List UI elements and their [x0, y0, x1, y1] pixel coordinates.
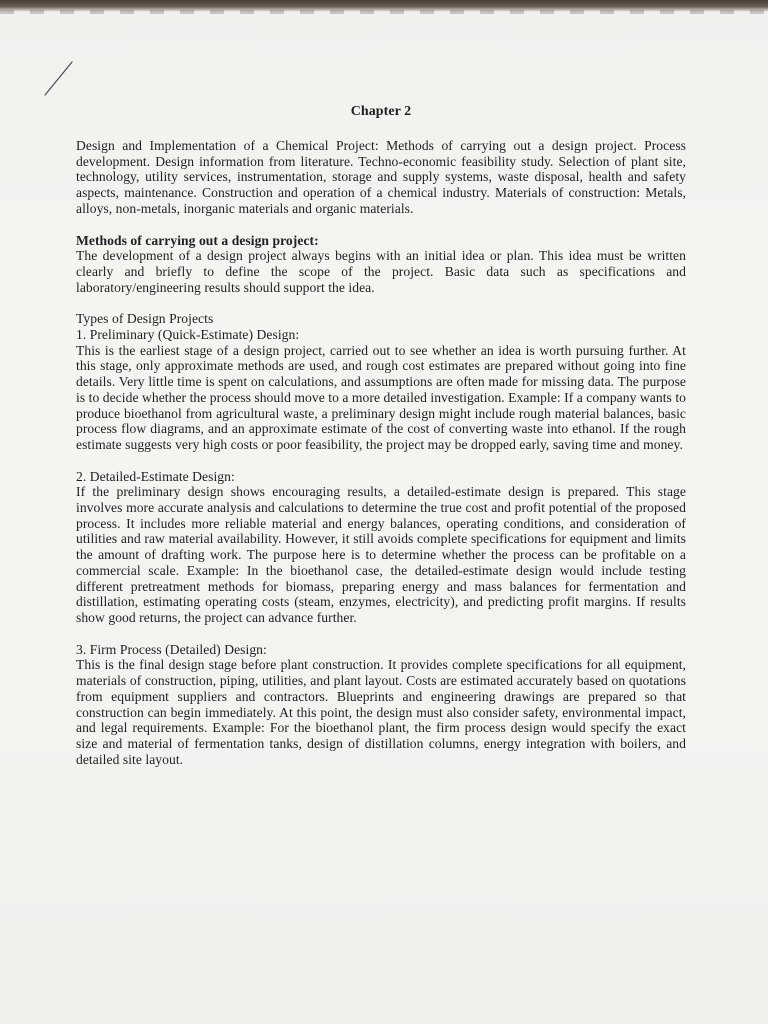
methods-paragraph: The development of a design project always begins with an initial idea or plan. This idea must be written clearly and briefly to define the scope of the project. Basic data such as specifications and laboratory/engineering results should support the idea.: [76, 248, 686, 295]
types-heading: Types of Design Projects: [76, 311, 214, 327]
chapter-title: Chapter 2: [350, 104, 412, 119]
section-heading-detailed-estimate: 2. Detailed-Estimate Design:: [76, 468, 235, 484]
section-heading-firm-process: 3. Firm Process (Detailed) Design:: [76, 641, 267, 657]
page-top-edge: [0, 0, 768, 12]
section-text-detailed-estimate: If the preliminary design shows encouraging results, a detailed-estimate design is prepared. This stage involves more accurate analysis and calculations to determine the true cost and profit potential of the proposed process. It includes more reliable material and energy balances, operating conditions, and consideration of utilities and raw material availability. However, it still avoids complete specifications for equipment and limits the amount of drafting work. The purpose here is to determine whether the process can be profitable on a commercial scale. Example: In the bioethanol case, the detailed-estimate design would include testing different pretreatment methods for biomass, preparing energy and mass balances for fermentation and distillation, estimating operating costs (steam, enzymes, electricity), and predicting profit margins. If results show good returns, the project can advance further.: [76, 484, 686, 625]
pen-stroke-mark: [40, 58, 80, 98]
intro-paragraph: Design and Implementation of a Chemical Project: Methods of carrying out a design project. Process development. Design information from literature. Techno-economic feasibility study. Selection of plant site, technology, utility services, instrumentation, storage and supply systems, waste disposal, health and safety aspects, maintenance. Construction and operation of a chemical industry. Materials of construction: Metals, alloys, non-metals, inorganic materials and organic materials.: [76, 138, 686, 216]
section-heading-preliminary: 1. Preliminary (Quick-Estimate) Design:: [76, 327, 300, 343]
document-body: [76, 104, 686, 767]
section-text-firm-process: This is the final design stage before plant construction. It provides complete specifications for all equipment, materials of construction, piping, utilities, and plant layout. Costs are estimated accurately based on quotations from equipment suppliers and contractors. Blueprints and engineering drawings are prepared so that construction can begin immediately. At this point, the design must also consider safety, environmental impact, and legal requirements. Example: For the bioethanol plant, the firm process design would specify the exact size and material of fermentation tanks, design of distillation columns, energy integration with boilers, and detailed site layout.: [76, 657, 686, 767]
methods-heading: Methods of carrying out a design project:: [76, 232, 319, 248]
section-text-preliminary: This is the earliest stage of a design project, carried out to see whether an idea is worth pursuing further. At this stage, only approximate methods are used, and rough cost estimates are prepared without going into fine details. Very little time is spent on calculations, and assumptions are often made for missing data. The purpose is to decide whether the process should move to a more detailed investigation. Example: If a company wants to produce bioethanol from agricultural waste, a preliminary design might include rough material balances, basic process flow diagrams, and an approximate estimate of the cost of converting waste into ethanol. If the rough estimate suggests very high costs or poor feasibility, the project may be dropped early, saving time and money.: [76, 342, 686, 452]
